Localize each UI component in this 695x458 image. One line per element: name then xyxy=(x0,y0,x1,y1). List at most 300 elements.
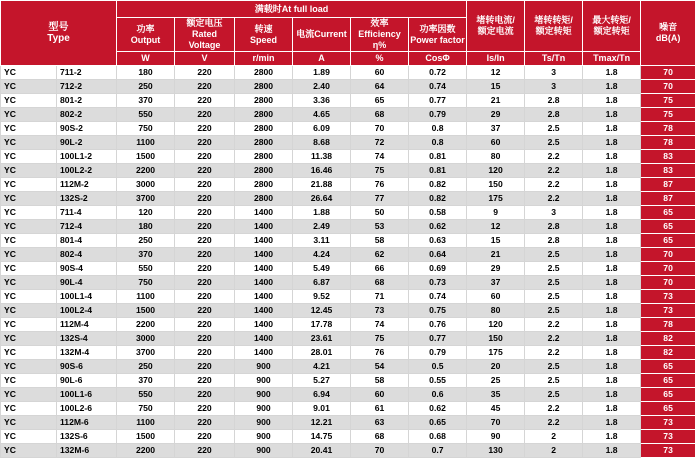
locked-torque-cell: 2.8 xyxy=(525,234,583,248)
current-header-cn: 电流Current xyxy=(293,29,350,40)
current-cell: 4.65 xyxy=(293,108,351,122)
locked-torque-cell: 2.8 xyxy=(525,94,583,108)
efficiency-unit: % xyxy=(351,52,409,66)
current-cell: 4.24 xyxy=(293,248,351,262)
series-cell: YC xyxy=(1,290,57,304)
series-cell: YC xyxy=(1,178,57,192)
max-torque-cell: 1.8 xyxy=(583,108,641,122)
efficiency-cell: 76 xyxy=(351,346,409,360)
max-torque-cell: 1.8 xyxy=(583,80,641,94)
power-factor-cell: 0.79 xyxy=(409,108,467,122)
power-factor-cell: 0.82 xyxy=(409,178,467,192)
efficiency-cell: 53 xyxy=(351,220,409,234)
voltage-cell: 220 xyxy=(175,192,235,206)
locked-torque-cell: 2.2 xyxy=(525,164,583,178)
output-cell: 3000 xyxy=(117,332,175,346)
efficiency-cell: 66 xyxy=(351,262,409,276)
series-cell: YC xyxy=(1,430,57,444)
model-cell: 112M-6 xyxy=(57,416,117,430)
noise-cell: 65 xyxy=(641,388,695,402)
series-cell: YC xyxy=(1,402,57,416)
output-cell: 2200 xyxy=(117,164,175,178)
series-cell: YC xyxy=(1,66,57,80)
max-torque-cell: 1.8 xyxy=(583,374,641,388)
max-torque-cn2: 额定转矩 xyxy=(583,26,640,37)
voltage-cell: 220 xyxy=(175,94,235,108)
max-torque-header xyxy=(583,1,641,52)
power-factor-cell: 0.82 xyxy=(409,192,467,206)
current-cell: 6.87 xyxy=(293,276,351,290)
locked-torque-cell: 2.2 xyxy=(525,192,583,206)
current-cell: 3.36 xyxy=(293,94,351,108)
table-row xyxy=(1,66,695,80)
power-factor-cell: 0.7 xyxy=(409,444,467,458)
model-cell: 132S-6 xyxy=(57,430,117,444)
speed-cell: 2800 xyxy=(235,164,293,178)
efficiency-cell: 71 xyxy=(351,290,409,304)
series-cell: YC xyxy=(1,94,57,108)
efficiency-cell: 54 xyxy=(351,360,409,374)
table-row xyxy=(1,402,695,416)
power-factor-cell: 0.75 xyxy=(409,304,467,318)
output-cell: 3700 xyxy=(117,346,175,360)
table-row xyxy=(1,430,695,444)
voltage-cell: 220 xyxy=(175,402,235,416)
locked-torque-unit: Ts/Tn xyxy=(525,52,583,66)
max-torque-cell: 1.8 xyxy=(583,66,641,80)
locked-current-cell: 9 xyxy=(467,206,525,220)
current-cell: 9.01 xyxy=(293,402,351,416)
locked-current-cell: 120 xyxy=(467,318,525,332)
locked-current-cell: 29 xyxy=(467,262,525,276)
power-factor-cell: 0.8 xyxy=(409,136,467,150)
speed-header xyxy=(235,18,293,52)
noise-cell: 65 xyxy=(641,402,695,416)
output-cell: 180 xyxy=(117,66,175,80)
locked-torque-cell: 2.2 xyxy=(525,332,583,346)
efficiency-cell: 58 xyxy=(351,234,409,248)
power-factor-cell: 0.65 xyxy=(409,416,467,430)
locked-current-cell: 80 xyxy=(467,304,525,318)
noise-cell: 70 xyxy=(641,80,695,94)
voltage-cell: 220 xyxy=(175,136,235,150)
series-cell: YC xyxy=(1,332,57,346)
series-cell: YC xyxy=(1,206,57,220)
power-factor-cell: 0.74 xyxy=(409,80,467,94)
max-torque-cell: 1.8 xyxy=(583,402,641,416)
voltage-cell: 220 xyxy=(175,388,235,402)
locked-current-cell: 150 xyxy=(467,332,525,346)
current-cell: 4.21 xyxy=(293,360,351,374)
efficiency-cell: 61 xyxy=(351,402,409,416)
table-row xyxy=(1,290,695,304)
locked-torque-cn2: 额定转矩 xyxy=(525,26,582,37)
table-row xyxy=(1,276,695,290)
speed-cell: 1400 xyxy=(235,206,293,220)
series-cell: YC xyxy=(1,318,57,332)
locked-current-cell: 70 xyxy=(467,416,525,430)
table-row xyxy=(1,262,695,276)
locked-torque-cell: 2.5 xyxy=(525,276,583,290)
speed-header-en: Speed xyxy=(235,35,292,46)
max-torque-cell: 1.8 xyxy=(583,220,641,234)
max-torque-cell: 1.8 xyxy=(583,150,641,164)
locked-torque-cell: 2.5 xyxy=(525,262,583,276)
table-row xyxy=(1,248,695,262)
speed-cell: 900 xyxy=(235,444,293,458)
table-body xyxy=(1,66,695,458)
locked-torque-cell: 2.8 xyxy=(525,220,583,234)
output-cell: 550 xyxy=(117,262,175,276)
locked-current-cell: 175 xyxy=(467,192,525,206)
max-torque-cell: 1.8 xyxy=(583,192,641,206)
table-row xyxy=(1,108,695,122)
speed-cell: 1400 xyxy=(235,276,293,290)
locked-current-header xyxy=(467,1,525,52)
noise-cell: 83 xyxy=(641,164,695,178)
voltage-cell: 220 xyxy=(175,416,235,430)
model-cell: 100L1-6 xyxy=(57,388,117,402)
model-cell: 132M-4 xyxy=(57,346,117,360)
series-cell: YC xyxy=(1,304,57,318)
locked-torque-cell: 2 xyxy=(525,444,583,458)
voltage-cell: 220 xyxy=(175,80,235,94)
efficiency-cell: 70 xyxy=(351,122,409,136)
max-torque-cell: 1.8 xyxy=(583,416,641,430)
max-torque-cell: 1.8 xyxy=(583,318,641,332)
model-cell: 90L-2 xyxy=(57,136,117,150)
power-factor-cell: 0.64 xyxy=(409,248,467,262)
current-cell: 28.01 xyxy=(293,346,351,360)
noise-cell: 78 xyxy=(641,318,695,332)
table-row xyxy=(1,220,695,234)
series-cell: YC xyxy=(1,444,57,458)
current-cell: 8.68 xyxy=(293,136,351,150)
max-torque-cell: 1.8 xyxy=(583,248,641,262)
voltage-cell: 220 xyxy=(175,444,235,458)
output-unit: W xyxy=(117,52,175,66)
power-factor-cell: 0.77 xyxy=(409,332,467,346)
output-cell: 120 xyxy=(117,206,175,220)
locked-torque-cell: 3 xyxy=(525,80,583,94)
efficiency-cell: 72 xyxy=(351,136,409,150)
table-row xyxy=(1,360,695,374)
speed-cell: 1400 xyxy=(235,346,293,360)
speed-cell: 1400 xyxy=(235,304,293,318)
model-cell: 112M-4 xyxy=(57,318,117,332)
output-cell: 2200 xyxy=(117,444,175,458)
speed-cell: 900 xyxy=(235,430,293,444)
max-torque-cell: 1.8 xyxy=(583,276,641,290)
voltage-cell: 220 xyxy=(175,66,235,80)
table-row xyxy=(1,136,695,150)
speed-cell: 2800 xyxy=(235,192,293,206)
locked-torque-cell: 2.2 xyxy=(525,150,583,164)
max-torque-cell: 1.8 xyxy=(583,234,641,248)
series-cell: YC xyxy=(1,276,57,290)
noise-cell: 70 xyxy=(641,262,695,276)
model-cell: 132S-2 xyxy=(57,192,117,206)
speed-cell: 1400 xyxy=(235,248,293,262)
power-factor-cell: 0.55 xyxy=(409,374,467,388)
table-row xyxy=(1,346,695,360)
model-header-cn: 型号 xyxy=(1,22,116,33)
locked-current-cell: 25 xyxy=(467,374,525,388)
current-cell: 6.94 xyxy=(293,388,351,402)
efficiency-cell: 68 xyxy=(351,276,409,290)
locked-torque-cell: 2.2 xyxy=(525,402,583,416)
voltage-cell: 220 xyxy=(175,150,235,164)
noise-cell: 82 xyxy=(641,332,695,346)
locked-torque-header xyxy=(525,1,583,52)
locked-torque-cell: 2.2 xyxy=(525,416,583,430)
model-cell: 90S-6 xyxy=(57,360,117,374)
efficiency-cell: 73 xyxy=(351,304,409,318)
locked-current-cn2: 额定电流 xyxy=(467,26,524,37)
power-factor-cell: 0.77 xyxy=(409,94,467,108)
locked-current-cell: 12 xyxy=(467,220,525,234)
locked-torque-cell: 2.5 xyxy=(525,122,583,136)
model-cell: 712-4 xyxy=(57,220,117,234)
table-row xyxy=(1,318,695,332)
voltage-cell: 220 xyxy=(175,318,235,332)
output-cell: 180 xyxy=(117,220,175,234)
efficiency-cell: 75 xyxy=(351,164,409,178)
efficiency-cell: 63 xyxy=(351,416,409,430)
noise-cell: 75 xyxy=(641,108,695,122)
table-row xyxy=(1,304,695,318)
output-cell: 1500 xyxy=(117,430,175,444)
max-torque-cell: 1.8 xyxy=(583,94,641,108)
locked-torque-cell: 2.5 xyxy=(525,290,583,304)
current-cell: 12.21 xyxy=(293,416,351,430)
efficiency-header xyxy=(351,18,409,52)
power-factor-cell: 0.81 xyxy=(409,164,467,178)
locked-current-cell: 15 xyxy=(467,80,525,94)
series-cell: YC xyxy=(1,122,57,136)
voltage-cell: 220 xyxy=(175,248,235,262)
noise-cell: 87 xyxy=(641,178,695,192)
series-cell: YC xyxy=(1,136,57,150)
speed-cell: 1400 xyxy=(235,290,293,304)
model-cell: 801-4 xyxy=(57,234,117,248)
efficiency-cell: 68 xyxy=(351,108,409,122)
current-cell: 2.40 xyxy=(293,80,351,94)
current-cell: 16.46 xyxy=(293,164,351,178)
locked-current-cell: 175 xyxy=(467,346,525,360)
table-row xyxy=(1,332,695,346)
output-cell: 2200 xyxy=(117,318,175,332)
model-cell: 132S-4 xyxy=(57,332,117,346)
output-cell: 1500 xyxy=(117,150,175,164)
output-cell: 1100 xyxy=(117,136,175,150)
voltage-cell: 220 xyxy=(175,178,235,192)
current-cell: 9.52 xyxy=(293,290,351,304)
output-header-cn: 功率 xyxy=(117,24,174,35)
noise-cell: 65 xyxy=(641,206,695,220)
power-factor-cell: 0.76 xyxy=(409,318,467,332)
current-cell: 26.64 xyxy=(293,192,351,206)
output-cell: 550 xyxy=(117,108,175,122)
model-cell: 112M-2 xyxy=(57,178,117,192)
noise-cell: 73 xyxy=(641,416,695,430)
table-row xyxy=(1,444,695,458)
series-cell: YC xyxy=(1,234,57,248)
locked-current-cell: 12 xyxy=(467,66,525,80)
speed-cell: 900 xyxy=(235,402,293,416)
noise-cell: 65 xyxy=(641,360,695,374)
speed-cell: 2800 xyxy=(235,122,293,136)
max-torque-cell: 1.8 xyxy=(583,346,641,360)
series-cell: YC xyxy=(1,80,57,94)
current-cell: 6.09 xyxy=(293,122,351,136)
voltage-cell: 220 xyxy=(175,206,235,220)
noise-cell: 78 xyxy=(641,122,695,136)
locked-torque-cell: 2.5 xyxy=(525,248,583,262)
output-header xyxy=(117,18,175,52)
model-cell: 90S-4 xyxy=(57,262,117,276)
efficiency-cell: 76 xyxy=(351,178,409,192)
efficiency-cell: 50 xyxy=(351,206,409,220)
locked-torque-cell: 3 xyxy=(525,66,583,80)
voltage-cell: 220 xyxy=(175,276,235,290)
locked-current-cell: 60 xyxy=(467,136,525,150)
efficiency-cell: 77 xyxy=(351,192,409,206)
speed-cell: 2800 xyxy=(235,80,293,94)
speed-unit: r/min xyxy=(235,52,293,66)
max-torque-cell: 1.8 xyxy=(583,262,641,276)
voltage-cell: 220 xyxy=(175,234,235,248)
noise-cell: 65 xyxy=(641,374,695,388)
current-cell: 2.49 xyxy=(293,220,351,234)
table-row xyxy=(1,416,695,430)
voltage-unit: V xyxy=(175,52,235,66)
locked-torque-cell: 2.5 xyxy=(525,304,583,318)
output-cell: 1100 xyxy=(117,416,175,430)
output-cell: 750 xyxy=(117,276,175,290)
power-factor-cell: 0.5 xyxy=(409,360,467,374)
current-cell: 23.61 xyxy=(293,332,351,346)
efficiency-cell: 62 xyxy=(351,248,409,262)
output-cell: 750 xyxy=(117,402,175,416)
voltage-cell: 220 xyxy=(175,374,235,388)
noise-cell: 75 xyxy=(641,94,695,108)
output-cell: 3000 xyxy=(117,178,175,192)
table-row xyxy=(1,122,695,136)
power-factor-header-cn: 功率因数 xyxy=(409,24,466,35)
power-factor-header-en: Power factor xyxy=(409,35,466,46)
current-cell: 1.88 xyxy=(293,206,351,220)
noise-cell: 73 xyxy=(641,290,695,304)
voltage-cell: 220 xyxy=(175,220,235,234)
voltage-cell: 220 xyxy=(175,360,235,374)
table-row xyxy=(1,388,695,402)
efficiency-cell: 70 xyxy=(351,444,409,458)
current-unit: A xyxy=(293,52,351,66)
table-row xyxy=(1,94,695,108)
model-cell: 90L-6 xyxy=(57,374,117,388)
efficiency-cell: 58 xyxy=(351,374,409,388)
model-cell: 802-2 xyxy=(57,108,117,122)
current-header xyxy=(293,18,351,52)
locked-torque-cell: 2.5 xyxy=(525,136,583,150)
locked-torque-cell: 2 xyxy=(525,430,583,444)
noise-cell: 82 xyxy=(641,346,695,360)
noise-header-cn: 噪音 xyxy=(641,22,695,33)
voltage-header-en: Rated Voltage xyxy=(175,29,234,51)
locked-current-cell: 80 xyxy=(467,150,525,164)
noise-cell: 70 xyxy=(641,66,695,80)
noise-cell: 73 xyxy=(641,430,695,444)
voltage-cell: 220 xyxy=(175,262,235,276)
current-cell: 20.41 xyxy=(293,444,351,458)
max-torque-cell: 1.8 xyxy=(583,136,641,150)
power-factor-cell: 0.6 xyxy=(409,388,467,402)
current-cell: 12.45 xyxy=(293,304,351,318)
series-cell: YC xyxy=(1,150,57,164)
current-cell: 14.75 xyxy=(293,430,351,444)
speed-cell: 1400 xyxy=(235,332,293,346)
voltage-cell: 220 xyxy=(175,164,235,178)
output-cell: 370 xyxy=(117,94,175,108)
current-cell: 11.38 xyxy=(293,150,351,164)
output-cell: 370 xyxy=(117,248,175,262)
locked-torque-cell: 2.2 xyxy=(525,346,583,360)
power-factor-cell: 0.63 xyxy=(409,234,467,248)
speed-cell: 1400 xyxy=(235,220,293,234)
output-header-en: Output xyxy=(117,35,174,46)
voltage-cell: 220 xyxy=(175,430,235,444)
model-cell: 132M-6 xyxy=(57,444,117,458)
voltage-cell: 220 xyxy=(175,332,235,346)
power-factor-cell: 0.73 xyxy=(409,276,467,290)
max-torque-cell: 1.8 xyxy=(583,332,641,346)
table-header xyxy=(1,1,695,66)
locked-current-cell: 21 xyxy=(467,94,525,108)
max-torque-cell: 1.8 xyxy=(583,122,641,136)
speed-cell: 900 xyxy=(235,360,293,374)
efficiency-header-cn: 效率 xyxy=(351,18,408,29)
model-cell: 100L2-6 xyxy=(57,402,117,416)
efficiency-cell: 60 xyxy=(351,66,409,80)
model-cell: 90S-2 xyxy=(57,122,117,136)
locked-current-cn1: 堵转电流/ xyxy=(467,15,524,26)
speed-cell: 900 xyxy=(235,416,293,430)
power-factor-cell: 0.79 xyxy=(409,346,467,360)
power-factor-unit: CosΦ xyxy=(409,52,467,66)
series-cell: YC xyxy=(1,360,57,374)
voltage-cell: 220 xyxy=(175,108,235,122)
current-cell: 1.89 xyxy=(293,66,351,80)
locked-current-cell: 130 xyxy=(467,444,525,458)
noise-cell: 65 xyxy=(641,220,695,234)
series-cell: YC xyxy=(1,416,57,430)
locked-current-unit: Is/In xyxy=(467,52,525,66)
speed-cell: 900 xyxy=(235,388,293,402)
power-factor-cell: 0.58 xyxy=(409,206,467,220)
noise-cell: 87 xyxy=(641,192,695,206)
speed-cell: 1400 xyxy=(235,234,293,248)
max-torque-cell: 1.8 xyxy=(583,290,641,304)
output-cell: 550 xyxy=(117,388,175,402)
max-torque-unit: Tmax/Tn xyxy=(583,52,641,66)
table-row xyxy=(1,192,695,206)
locked-current-cell: 20 xyxy=(467,360,525,374)
voltage-cell: 220 xyxy=(175,290,235,304)
power-factor-cell: 0.8 xyxy=(409,122,467,136)
series-cell: YC xyxy=(1,346,57,360)
voltage-cell: 220 xyxy=(175,304,235,318)
